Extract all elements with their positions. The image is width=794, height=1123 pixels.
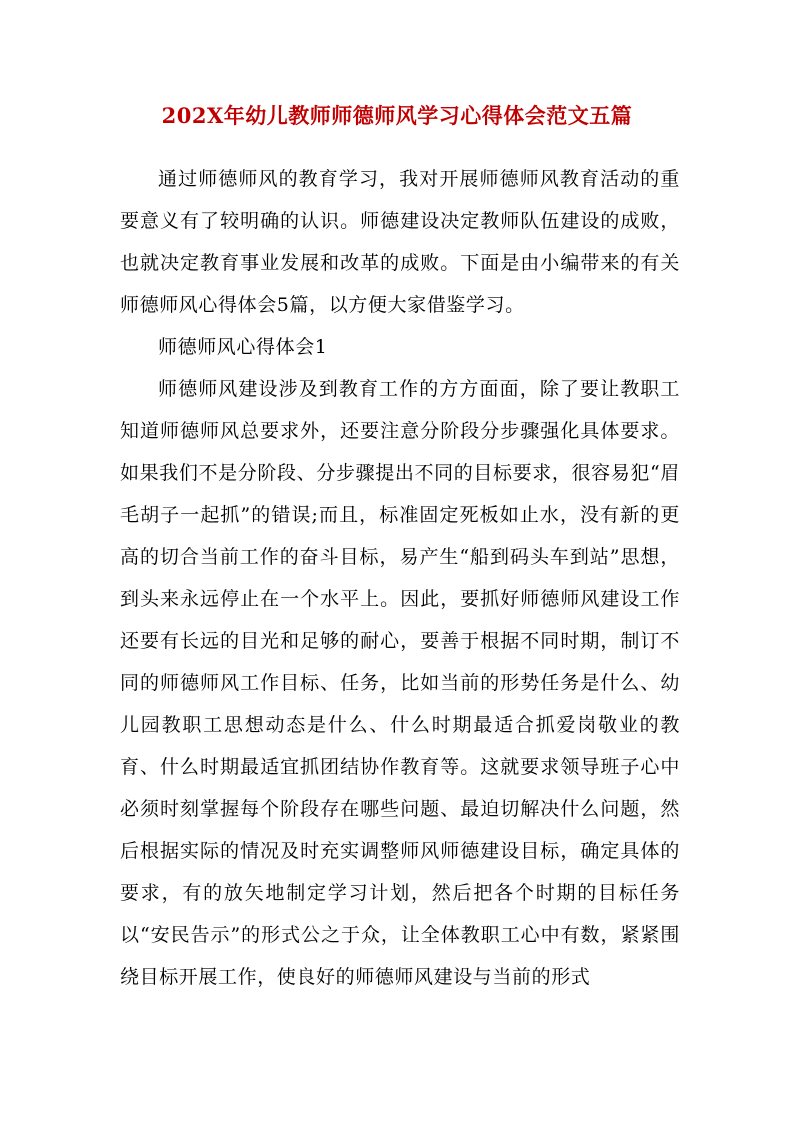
paragraph-section-1: 师德师风建设涉及到教育工作的方方面面，除了要让教职工知道师德师风总要求外，还要注意分阶段分步骤强化具体要求。如果我们不是分阶段、分步骤提出不同的目标要求，很容易犯“眉毛胡子一起抓”的错误;而且，标准固定死板如止水，没有新的更高的切合当前工作的奋斗目标，易产生“船到码头车到站”思想，到头来永远停止在一个水平上。因此，要抓好师德师风建设工作还要有长远的目光和足够的耐心，要善于根据不同时期，制订不同的师德师风工作目标、任务，比如当前的形势任务是什么、幼儿园教职工思想动态是什么、什么时期最适合抓爱岗敬业的教育、什么时期最适宜抓团结协作教育等。这就要求领导班子心中必须时刻掌握每个阶段存在哪些问题、最迫切解决什么问题，然后根据实际的情况及时充实调整师风师德建设目标，确定具体的要求，有的放矢地制定学习计划，然后把各个时期的目标任务以“安民告示”的形式公之于众，让全体教职工心中有数，紧紧围绕目标开展工作，使良好的师德师风建设与当前的形式 — [120, 378, 680, 988]
document-body — [120, 158, 680, 998]
section-heading-1: 师德师风心得体会1 — [158, 336, 328, 358]
document-title: 202X年幼儿教师师德师风学习心得体会范文五篇 — [161, 103, 633, 128]
paragraph-intro: 通过师德师风的教育学习，我对开展师德师风教育活动的重要意义有了较明确的认识。师德建设决定教师队伍建设的成败，也就决定教育事业发展和改革的成败。下面是由小编带来的有关师德师风心得体会5篇，以方便大家借鉴学习。 — [120, 168, 680, 316]
